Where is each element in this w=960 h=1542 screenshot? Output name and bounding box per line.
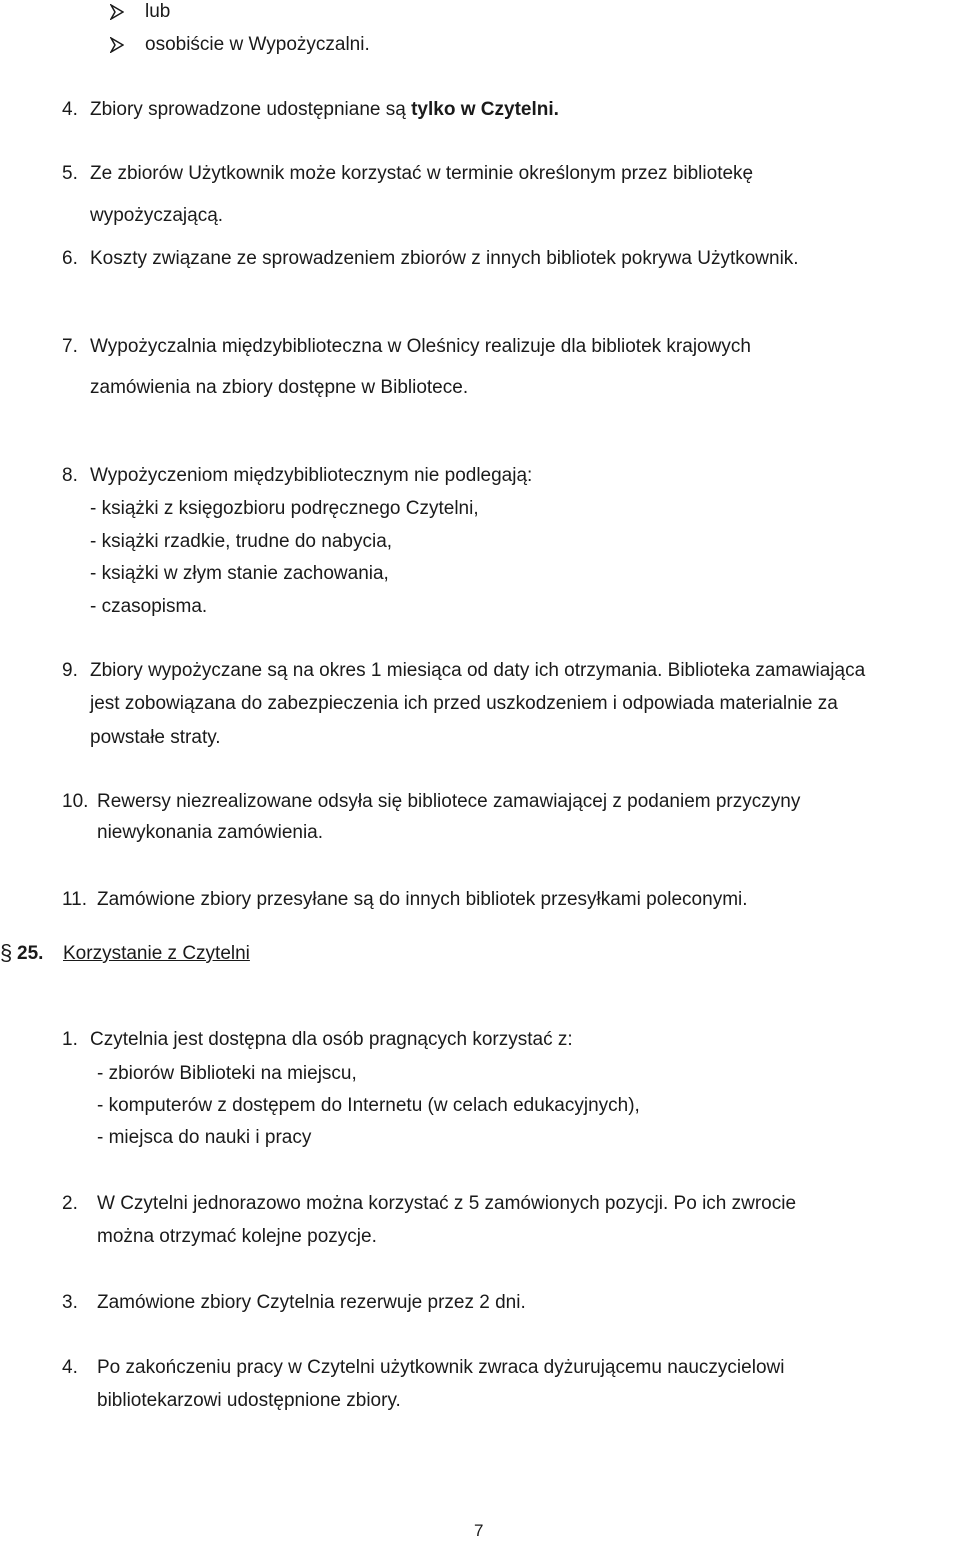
arrowhead-bullet-icon: [110, 37, 124, 53]
item-4-text: [90, 99, 559, 121]
czytelnia-1-number: 1.: [62, 1029, 78, 1050]
item-6-text: Koszty związane ze sprowadzeniem zbiorów z innych bibliotek pokrywa Użytkownik.: [90, 248, 799, 269]
item-4-plain: Zbiory sprowadzone udostępniane są: [90, 99, 412, 120]
item-11-text: Zamówione zbiory przesyłane są do innych bibliotek przesyłkami poleconymi.: [97, 889, 748, 910]
czytelnia-3-text: Zamówione zbiory Czytelnia rezerwuje przez 2 dni.: [97, 1292, 526, 1313]
item-4-number: 4.: [62, 99, 78, 120]
item-8-sub-4: - czasopisma.: [90, 596, 208, 617]
item-10-line2: niewykonania zamówienia.: [97, 822, 324, 843]
item-8-number: 8.: [62, 465, 78, 486]
bullet-lub: lub: [145, 1, 171, 22]
czytelnia-1-line1: Czytelnia jest dostępna dla osób pragnących korzystać z:: [90, 1029, 573, 1050]
czytelnia-4-number: 4.: [62, 1357, 78, 1378]
item-9-number: 9.: [62, 660, 78, 681]
arrowhead-bullet-icon: [110, 4, 124, 20]
item-5-line2: wypożyczającą.: [90, 205, 224, 226]
item-6-number: 6.: [62, 248, 78, 269]
item-10-line1: Rewersy niezrealizowane odsyła się bibliotece zamawiającej z podaniem przyczyny: [97, 791, 801, 812]
czytelnia-1-sub-2: - komputerów z dostępem do Internetu (w celach edukacyjnych),: [97, 1095, 640, 1116]
item-5-line1: Ze zbiorów Użytkownik może korzystać w terminie określonym przez bibliotekę: [90, 163, 754, 184]
page-number: 7: [474, 1521, 484, 1540]
section-number: 25.: [17, 943, 44, 964]
czytelnia-3-number: 3.: [62, 1292, 78, 1313]
item-8-sub-2: - książki rzadkie, trudne do nabycia,: [90, 531, 393, 552]
item-7-line2: zamówienia na zbiory dostępne w Bibliotece.: [90, 377, 469, 398]
czytelnia-1-sub-1: - zbiorów Biblioteki na miejscu,: [97, 1063, 357, 1084]
czytelnia-4-line2: bibliotekarzowi udostępnione zbiory.: [97, 1390, 401, 1411]
item-5-number: 5.: [62, 163, 78, 184]
item-8-sub-3: - książki w złym stanie zachowania,: [90, 563, 389, 584]
item-8-sub-1: - książki z księgozbioru podręcznego Czytelni,: [90, 498, 479, 519]
item-7-line1: Wypożyczalnia międzybiblioteczna w Oleśnicy realizuje dla bibliotek krajowych: [90, 336, 751, 357]
czytelnia-2-number: 2.: [62, 1193, 78, 1214]
item-9-line3: powstałe straty.: [90, 727, 221, 748]
bullet-osobiscie: osobiście w Wypożyczalni.: [145, 34, 370, 55]
item-9-line1: Zbiory wypożyczane są na okres 1 miesiąca od daty ich otrzymania. Biblioteka zamawiająca: [90, 660, 866, 681]
czytelnia-2-line1: W Czytelni jednorazowo można korzystać z 5 zamówionych pozycji. Po ich zwrocie: [97, 1193, 797, 1214]
item-10-number: 10.: [62, 791, 89, 812]
item-8-line1: Wypożyczeniom międzybibliotecznym nie podlegają:: [90, 465, 533, 486]
item-7-number: 7.: [62, 336, 78, 357]
czytelnia-4-line1: Po zakończeniu pracy w Czytelni użytkownik zwraca dyżurującemu nauczycielowi: [97, 1357, 785, 1378]
section-sign: §: [0, 940, 13, 965]
item-11-number: 11.: [62, 889, 88, 910]
czytelnia-1-sub-3: - miejsca do nauki i pracy: [97, 1127, 312, 1148]
czytelnia-2-line2: można otrzymać kolejne pozycje.: [97, 1226, 377, 1247]
item-9-line2: jest zobowiązana do zabezpieczenia ich przed uszkodzeniem i odpowiada materialnie za: [90, 693, 838, 714]
item-4-bold: tylko w Czytelni.: [411, 99, 559, 120]
section-title: Korzystanie z Czytelni: [63, 943, 250, 964]
